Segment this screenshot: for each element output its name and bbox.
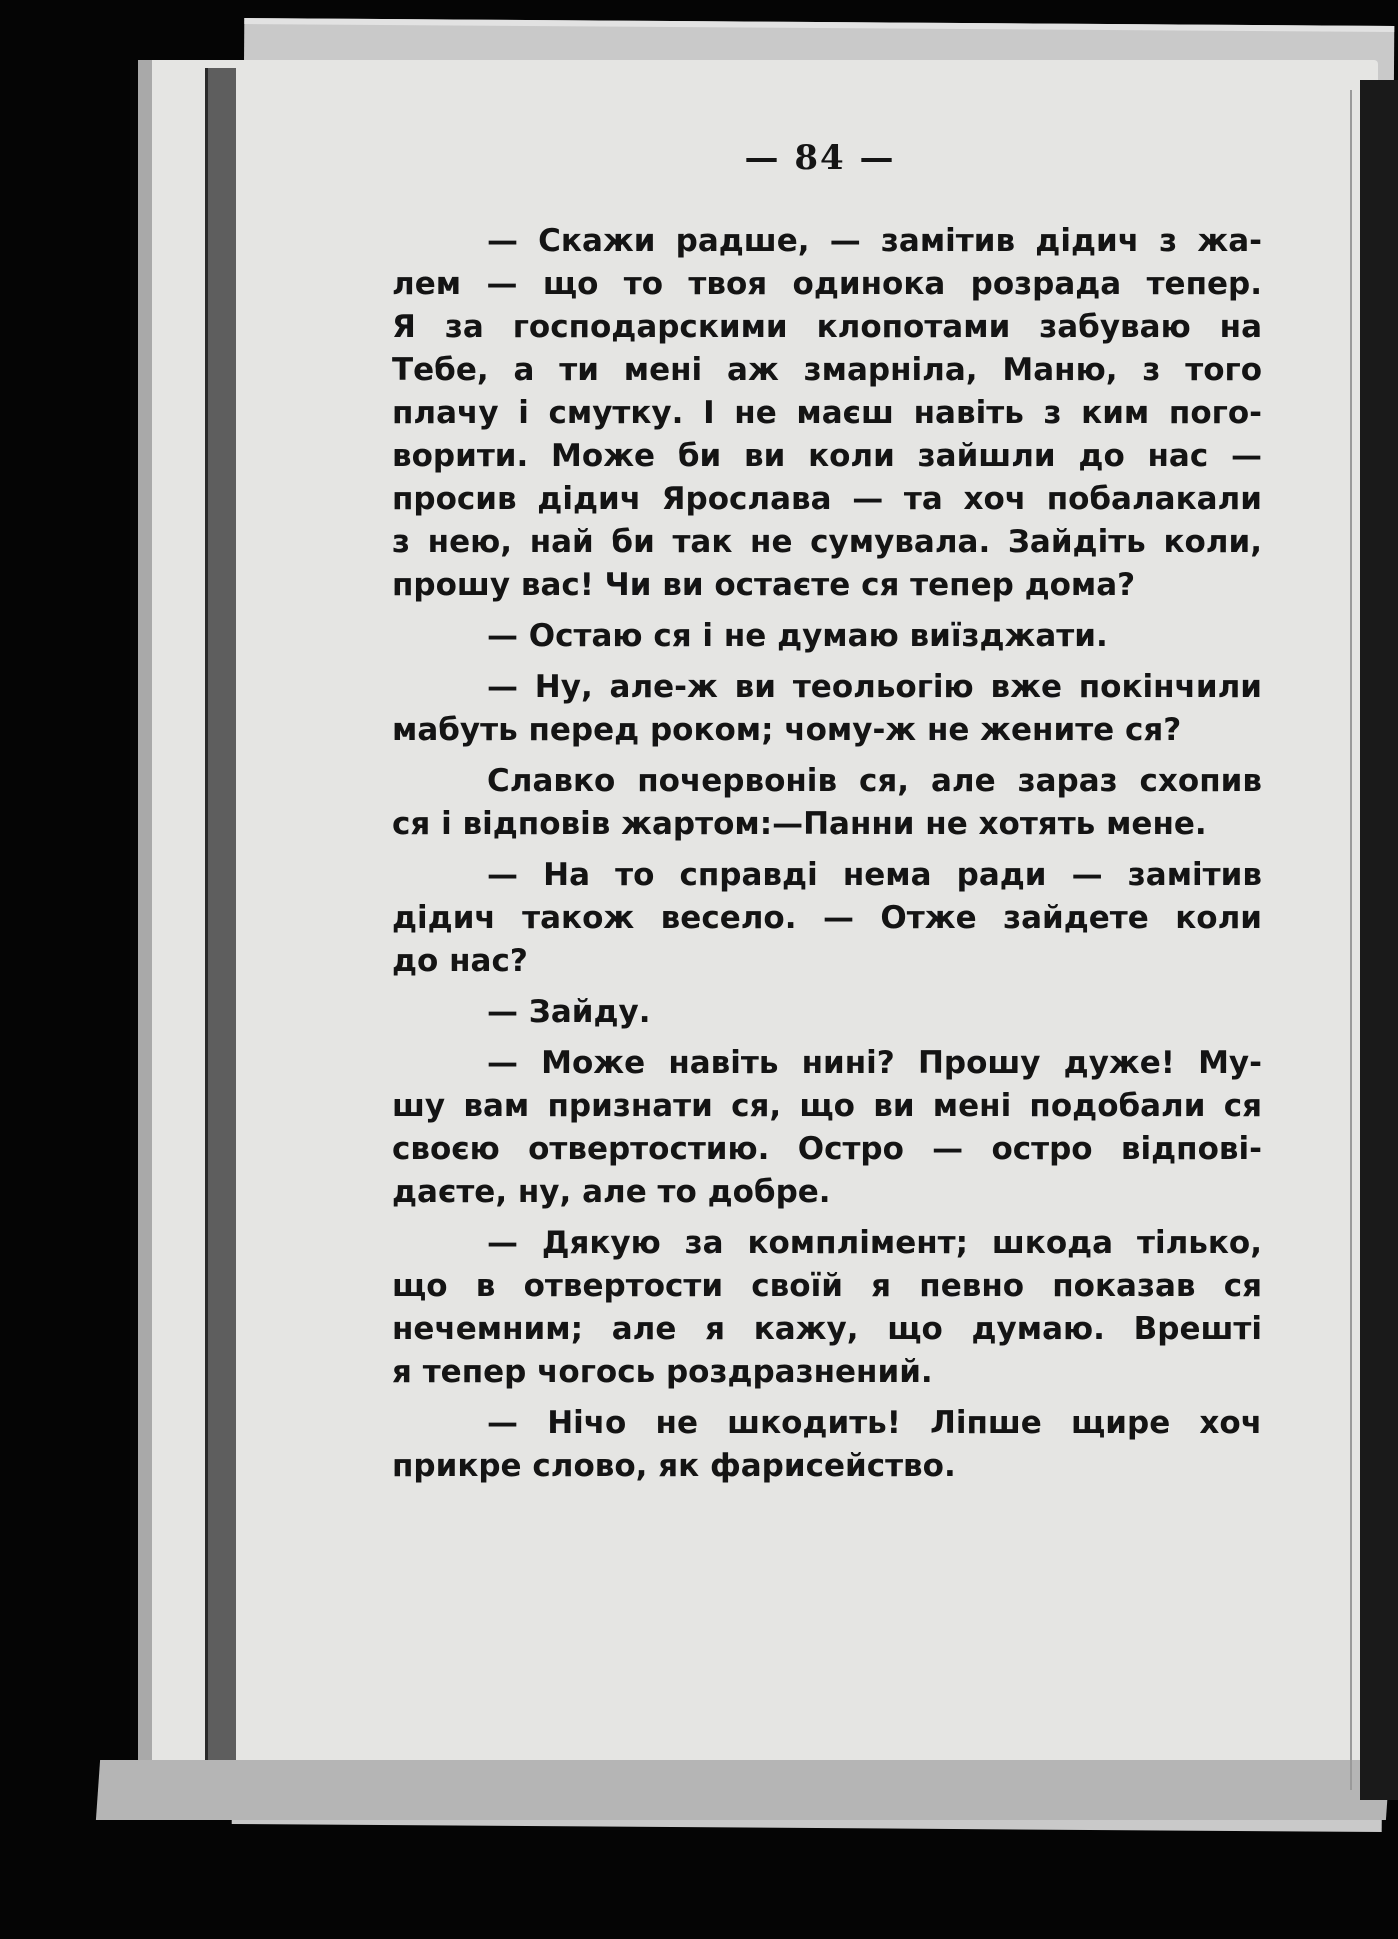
paragraph-gap — [392, 846, 1262, 854]
paragraph — [392, 991, 1262, 1034]
text-line: що в отвертости своїй я певно показав ся — [392, 1268, 1262, 1304]
text-line: до нас? — [392, 943, 528, 979]
paragraph — [392, 220, 1262, 607]
text-line: з нею, най би так не сумувала. Зайдіть коли, — [392, 524, 1262, 560]
text-line: — Остаю ся і не думаю виїзджати. — [487, 618, 1108, 654]
paragraph-gap — [392, 752, 1262, 760]
text-line: Тебе, а ти мені аж змарніла, Маню, з того — [392, 352, 1262, 388]
text-line: прикре слово, як фарисейство. — [392, 1448, 956, 1484]
paragraph — [392, 615, 1262, 658]
paragraph-gap — [392, 607, 1262, 615]
text-line: просив дідич Ярослава — та хоч побалакали — [392, 481, 1262, 517]
text-line: Славко почервонів ся, але зараз схопив — [487, 763, 1262, 799]
paragraph — [392, 854, 1262, 983]
text-line: даєте, ну, але то добре. — [392, 1174, 831, 1210]
paragraph-gap — [392, 1488, 1262, 1496]
paragraph — [392, 1222, 1262, 1394]
text-line: мабуть перед роком; чому-ж не жените ся? — [392, 712, 1182, 748]
page-fold-line — [1350, 90, 1352, 1790]
paragraph-gap — [392, 1394, 1262, 1402]
right-border-shadow — [1360, 80, 1398, 1800]
text-line: — Скажи радше, — замітив дідич з жа- — [487, 223, 1262, 259]
text-line: лем — що то твоя одинока розрада тепер. — [392, 266, 1262, 302]
page-body-text — [392, 220, 1262, 1496]
book-spine-shadow — [205, 68, 236, 1788]
text-line: ворити. Може би ви коли зайшли до нас — — [392, 438, 1262, 474]
paragraph-gap — [392, 1214, 1262, 1222]
text-line: плачу і смутку. І не маєш навіть з ким пого- — [392, 395, 1262, 431]
paragraph-gap — [392, 983, 1262, 991]
text-line: прошу вас! Чи ви остаєте ся тепер дома? — [392, 567, 1136, 603]
page-bottom-edge — [96, 1760, 1390, 1820]
page-number: — 84 — — [744, 138, 896, 178]
text-line: шу вам признати ся, що ви мені подобали ся — [392, 1088, 1262, 1124]
paragraph — [392, 1402, 1262, 1488]
text-line: нечемним; але я кажу, що думаю. Врешті — [392, 1311, 1262, 1347]
text-line: — Може навіть нині? Прошу дуже! Му- — [487, 1045, 1262, 1081]
text-line: дідич також весело. — Отже зайдете коли — [392, 900, 1262, 936]
text-line: — Ну, але-ж ви теольогію вже покінчили — [487, 669, 1262, 705]
paragraph — [392, 1042, 1262, 1214]
text-line: — На то справді нема ради — замітив — [487, 857, 1262, 893]
text-line: — Зайду. — [487, 994, 651, 1030]
text-line: своєю отвертостию. Остро — остро відпові- — [392, 1131, 1262, 1167]
text-line: — Нічо не шкодить! Ліпше щире хоч — [487, 1405, 1262, 1441]
text-line: я тепер чогось роздразнений. — [392, 1354, 933, 1390]
paragraph-gap — [392, 1034, 1262, 1042]
paragraph — [392, 666, 1262, 752]
text-line: ся і відповів жартом:—Панни не хотять мене. — [392, 806, 1207, 842]
text-line: Я за господарскими клопотами забуваю на — [392, 309, 1262, 345]
paragraph-gap — [392, 658, 1262, 666]
paragraph — [392, 760, 1262, 846]
page-edge-left — [138, 60, 152, 1800]
text-line: — Дякую за комплімент; шкода тілько, — [487, 1225, 1262, 1261]
